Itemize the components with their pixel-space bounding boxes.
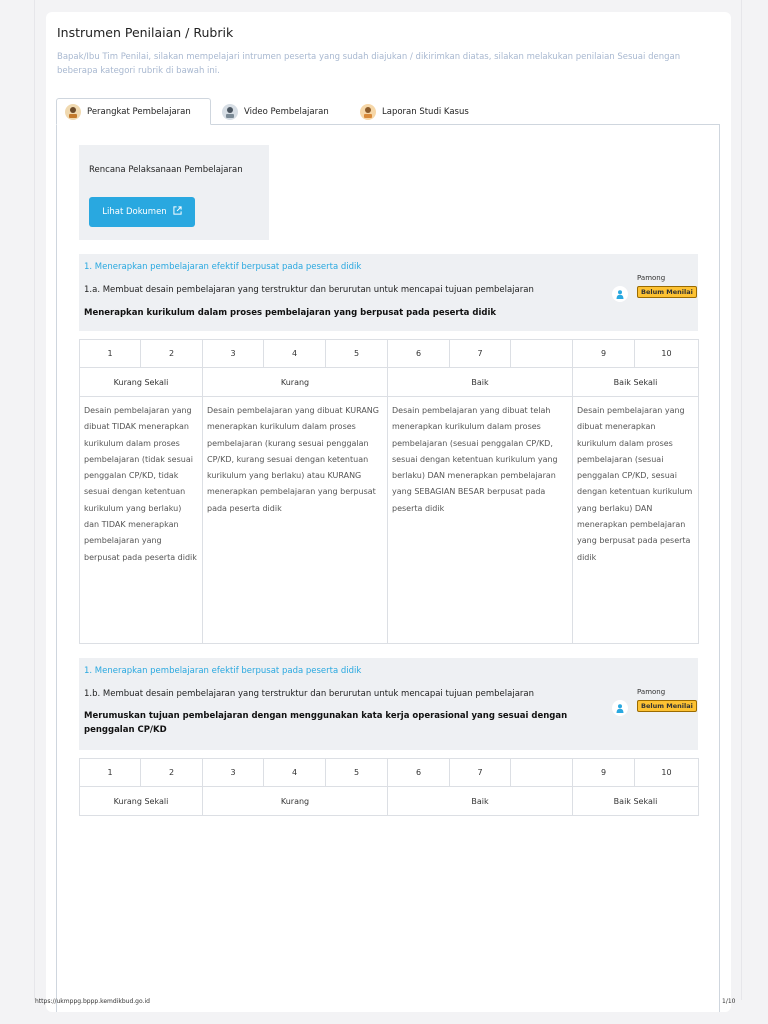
score-cell[interactable]: [511, 759, 573, 787]
level-description: Desain pembelajaran yang dibuat telah menerapkan kurikulum dalam proses pembelajaran (sesuai penggalan CP/KD, sesuai dengan ketentuan kurikulum yang berlaku) DAN menerapkan pembelajaran yang SEBAGIAN BESAR berpusat pada peserta didik: [388, 397, 573, 644]
view-document-label: Lihat Dokumen: [102, 207, 167, 217]
video-avatar-icon: [222, 104, 238, 120]
rubric-focus: Merumuskan tujuan pembelajaran dengan menggunakan kata kerja operasional yang sesuai dengan penggalan CP/KD: [84, 711, 568, 735]
score-cell[interactable]: 9: [573, 759, 635, 787]
rubric-section-1a: [79, 254, 698, 331]
assessor-role: Pamong: [637, 688, 666, 696]
score-cell[interactable]: 7: [450, 340, 511, 368]
score-cell[interactable]: 7: [450, 759, 511, 787]
score-cell[interactable]: 1: [80, 340, 141, 368]
rubric-category: 1. Menerapkan pembelajaran efektif berpusat pada peserta didik: [84, 262, 362, 272]
score-cell[interactable]: 1: [80, 759, 141, 787]
score-cell[interactable]: 4: [264, 759, 326, 787]
level-description: Desain pembelajaran yang dibuat TIDAK menerapkan kurikulum dalam proses pembelajaran (tidak sesuai penggalan CP/KD, tidak sesuai dengan ketentuan kurikulum yang berlaku) dan TIDAK menerapkan pembelajaran yang berpusat pada peserta didik: [80, 397, 203, 644]
page-right-border: [741, 0, 742, 1000]
tab-video-pembelajaran[interactable]: [214, 98, 349, 125]
rubric-subcategory: 1.b. Membuat desain pembelajaran yang terstruktur dan berurutan untuk mencapai tujuan pembelajaran: [84, 689, 535, 699]
tab-laporan-studi-kasus[interactable]: [352, 98, 492, 125]
score-cell[interactable]: 10: [635, 340, 699, 368]
score-cell[interactable]: 5: [326, 759, 388, 787]
footer-page-number: 1/10: [722, 998, 736, 1005]
score-cell[interactable]: 6: [388, 340, 450, 368]
rubric-table-1a: [79, 339, 699, 644]
page-description: Bapak/Ibu Tim Penilai, silakan mempelajari intrumen peserta yang sudah diajukan / dikirimkan diatas, silakan melakukan penilaian Sesuai dengan beberapa kategori rubrik di bawah ini.: [57, 52, 681, 76]
external-link-icon: [173, 206, 182, 218]
assessor-role: Pamong: [637, 274, 666, 282]
report-avatar-icon: [360, 104, 376, 120]
score-cell[interactable]: 9: [573, 340, 635, 368]
status-badge: Belum Menilai: [637, 700, 697, 712]
tab-label: Laporan Studi Kasus: [382, 106, 469, 117]
tab-label: Video Pembelajaran: [244, 106, 329, 117]
level-cell: Kurang: [203, 787, 388, 816]
rubric-section-1b: [79, 658, 698, 750]
document-label: Rencana Pelaksanaan Pembelajaran: [89, 165, 243, 175]
level-row: [80, 787, 699, 816]
tab-label: Perangkat Pembelajaran: [87, 106, 191, 117]
description-row: [80, 397, 699, 644]
score-cell[interactable]: 5: [326, 340, 388, 368]
score-row: [80, 340, 699, 368]
tab-perangkat-pembelajaran[interactable]: [56, 98, 211, 125]
rubric-category: 1. Menerapkan pembelajaran efektif berpusat pada peserta didik: [84, 666, 362, 676]
score-cell[interactable]: 4: [264, 340, 326, 368]
level-cell: Baik: [388, 368, 573, 397]
assessor-status: [612, 688, 702, 728]
level-row: [80, 368, 699, 397]
page-left-border: [34, 0, 35, 1000]
rubric-focus: Menerapkan kurikulum dalam proses pembelajaran yang berpusat pada peserta didik: [84, 308, 497, 318]
tab-panel: [56, 124, 720, 1012]
score-cell[interactable]: 10: [635, 759, 699, 787]
score-cell[interactable]: [511, 340, 573, 368]
status-badge: Belum Menilai: [637, 286, 697, 298]
view-document-button[interactable]: [89, 197, 195, 227]
user-icon: [612, 700, 628, 716]
rubric-card: [46, 12, 731, 1012]
score-cell[interactable]: 6: [388, 759, 450, 787]
teacher-avatar-icon: [65, 104, 81, 120]
level-description: Desain pembelajaran yang dibuat menerapkan kurikulum dalam proses pembelajaran (sesuai penggalan CP/KD, sesuai dengan ketentuan kurikulum yang berlaku) DAN menerapkan pembelajaran yang berpusat pada peserta didik: [573, 397, 699, 644]
score-cell[interactable]: 2: [141, 340, 203, 368]
footer-url: https://ukmppg.bppp.kemdikbud.go.id: [35, 998, 150, 1005]
level-cell: Baik Sekali: [573, 787, 699, 816]
score-cell[interactable]: 3: [203, 340, 264, 368]
level-description: Desain pembelajaran yang dibuat KURANG menerapkan kurikulum dalam proses pembelajaran (kurang sesuai penggalan CP/KD, kurang sesuai dengan ketentuan kurikulum yang berlaku) atau KURANG menerapkan pembelajaran yang berpusat pada peserta didik: [203, 397, 388, 644]
assessor-status: [612, 274, 702, 314]
level-cell: Kurang: [203, 368, 388, 397]
rubric-subcategory: 1.a. Membuat desain pembelajaran yang terstruktur dan berurutan untuk mencapai tujuan pembelajaran: [84, 285, 534, 295]
level-cell: Kurang Sekali: [80, 368, 203, 397]
document-box: [79, 145, 269, 240]
score-cell[interactable]: 3: [203, 759, 264, 787]
score-cell[interactable]: 2: [141, 759, 203, 787]
score-row: [80, 759, 699, 787]
level-cell: Baik Sekali: [573, 368, 699, 397]
level-cell: Kurang Sekali: [80, 787, 203, 816]
user-icon: [612, 286, 628, 302]
page-title: Instrumen Penilaian / Rubrik: [57, 25, 234, 40]
level-cell: Baik: [388, 787, 573, 816]
rubric-table-1b: [79, 758, 699, 816]
